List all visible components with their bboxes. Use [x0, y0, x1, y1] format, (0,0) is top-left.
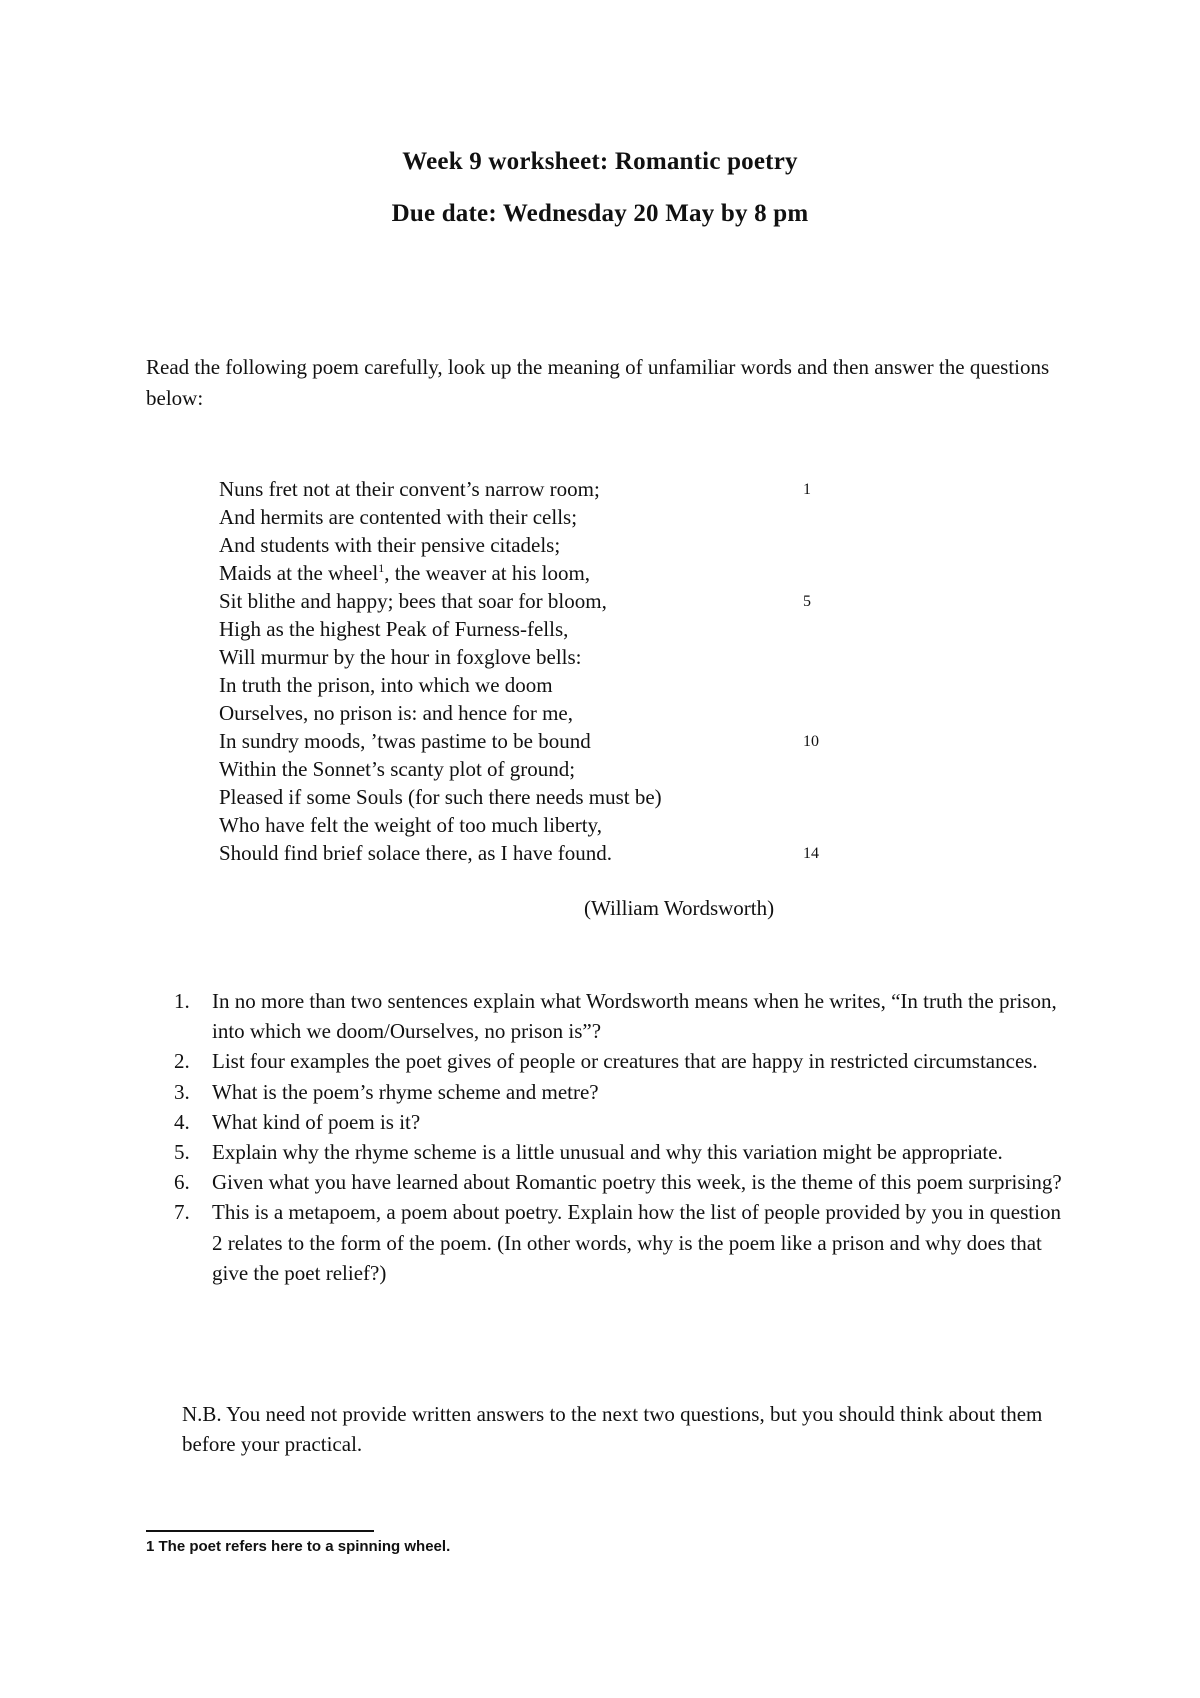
poem-line-text: And students with their pensive citadels; [219, 533, 561, 557]
poem-line [219, 643, 879, 671]
poem-line-text: Should find brief solace there, as I have found. [219, 841, 613, 865]
line-number: 14 [803, 845, 819, 862]
line-number: 10 [803, 733, 819, 750]
question-item [174, 1137, 1074, 1167]
poem-line-text: And hermits are contented with their cells; [219, 505, 578, 529]
question-number: 4. [174, 1109, 190, 1134]
poem-line-text: Pleased if some Souls (for such there needs must be) [219, 785, 662, 809]
poem [219, 475, 879, 867]
poem-line-text: Nuns fret not at their convent’s narrow room; [219, 477, 600, 501]
question-text: Explain why the rhyme scheme is a little unusual and why this variation might be appropriate. [212, 1140, 1003, 1165]
question-text: This is a metapoem, a poem about poetry. Explain how the list of people provided by you in question 2 relates to the form of the poem. (In other words, why is the poem like a prison and why does that give the poet relief?) [212, 1200, 1061, 1285]
question-item [174, 1046, 1074, 1076]
poem-line-text: In sundry moods, ’twas pastime to be bound [219, 729, 591, 753]
poem-line-text: Who have felt the weight of too much liberty, [219, 813, 602, 837]
footnote-divider [146, 1530, 374, 1532]
poem-line-text: High as the highest Peak of Furness-fells, [219, 617, 569, 641]
question-text: What is the poem’s rhyme scheme and metre? [212, 1079, 599, 1104]
poem-line [219, 671, 879, 699]
question-text: Given what you have learned about Romantic poetry this week, is the theme of this poem surprising? [212, 1170, 1062, 1195]
question-number: 7. [174, 1200, 190, 1225]
question-item [174, 986, 1074, 1046]
poem-line [219, 615, 879, 643]
question-number: 6. [174, 1170, 190, 1195]
poem-line [219, 839, 879, 867]
note-paragraph: N.B. You need not provide written answers to the next two questions, but you should think about them before your practical. [182, 1402, 1043, 1456]
line-number: 1 [803, 481, 811, 498]
poem-line [219, 727, 879, 755]
question-number: 1. [174, 989, 190, 1013]
poem-line [219, 587, 879, 615]
question-text: List four examples the poet gives of people or creatures that are happy in restricted circumstances. [212, 1049, 1038, 1074]
poem-line [219, 783, 879, 811]
poem-line [219, 475, 879, 503]
line-number: 5 [803, 593, 811, 610]
poem-line-text: In truth the prison, into which we doom [219, 673, 553, 697]
question-number: 3. [174, 1079, 190, 1104]
footnote: 1 The poet refers here to a spinning wheel. [146, 1538, 451, 1555]
instructions-paragraph: Read the following poem carefully, look up the meaning of unfamiliar words and then answer the questions below: [146, 355, 1050, 410]
poem-line-text: Within the Sonnet’s scanty plot of ground; [219, 757, 576, 781]
questions-list [174, 986, 1074, 1288]
poem-attribution: (William Wordsworth) [584, 896, 775, 920]
question-item [174, 1107, 1074, 1137]
question-item [174, 1197, 1074, 1288]
question-number: 2. [174, 1049, 190, 1074]
poem-line-text-part: , the weaver at his loom, [384, 561, 591, 585]
due-date: Due date: Wednesday 20 May by 8 pm [391, 200, 809, 227]
poem-line-text: Ourselves, no prison is: and hence for me, [219, 701, 573, 725]
question-text: What kind of poem is it? [212, 1109, 421, 1134]
poem-line [219, 559, 879, 587]
poem-line-text: Will murmur by the hour in foxglove bells: [219, 645, 582, 669]
question-number: 5. [174, 1140, 190, 1165]
poem-line [219, 755, 879, 783]
question-item [174, 1077, 1074, 1107]
poem-line-text: Sit blithe and happy; bees that soar for bloom, [219, 589, 607, 613]
poem-line [219, 699, 879, 727]
poem-line-text [219, 559, 590, 587]
footnote-reference: 1 [378, 561, 385, 575]
question-text: In no more than two sentences explain what Wordsworth means when he writes, “In truth the prison, into which we doom/Ourselves, no prison is”? [212, 989, 1057, 1044]
poem-line [219, 503, 879, 531]
poem-line [219, 531, 879, 559]
question-item [174, 1167, 1074, 1197]
page-title: Week 9 worksheet: Romantic poetry [402, 148, 798, 175]
poem-line [219, 811, 879, 839]
poem-line-text-part: Maids at the wheel [219, 561, 379, 585]
